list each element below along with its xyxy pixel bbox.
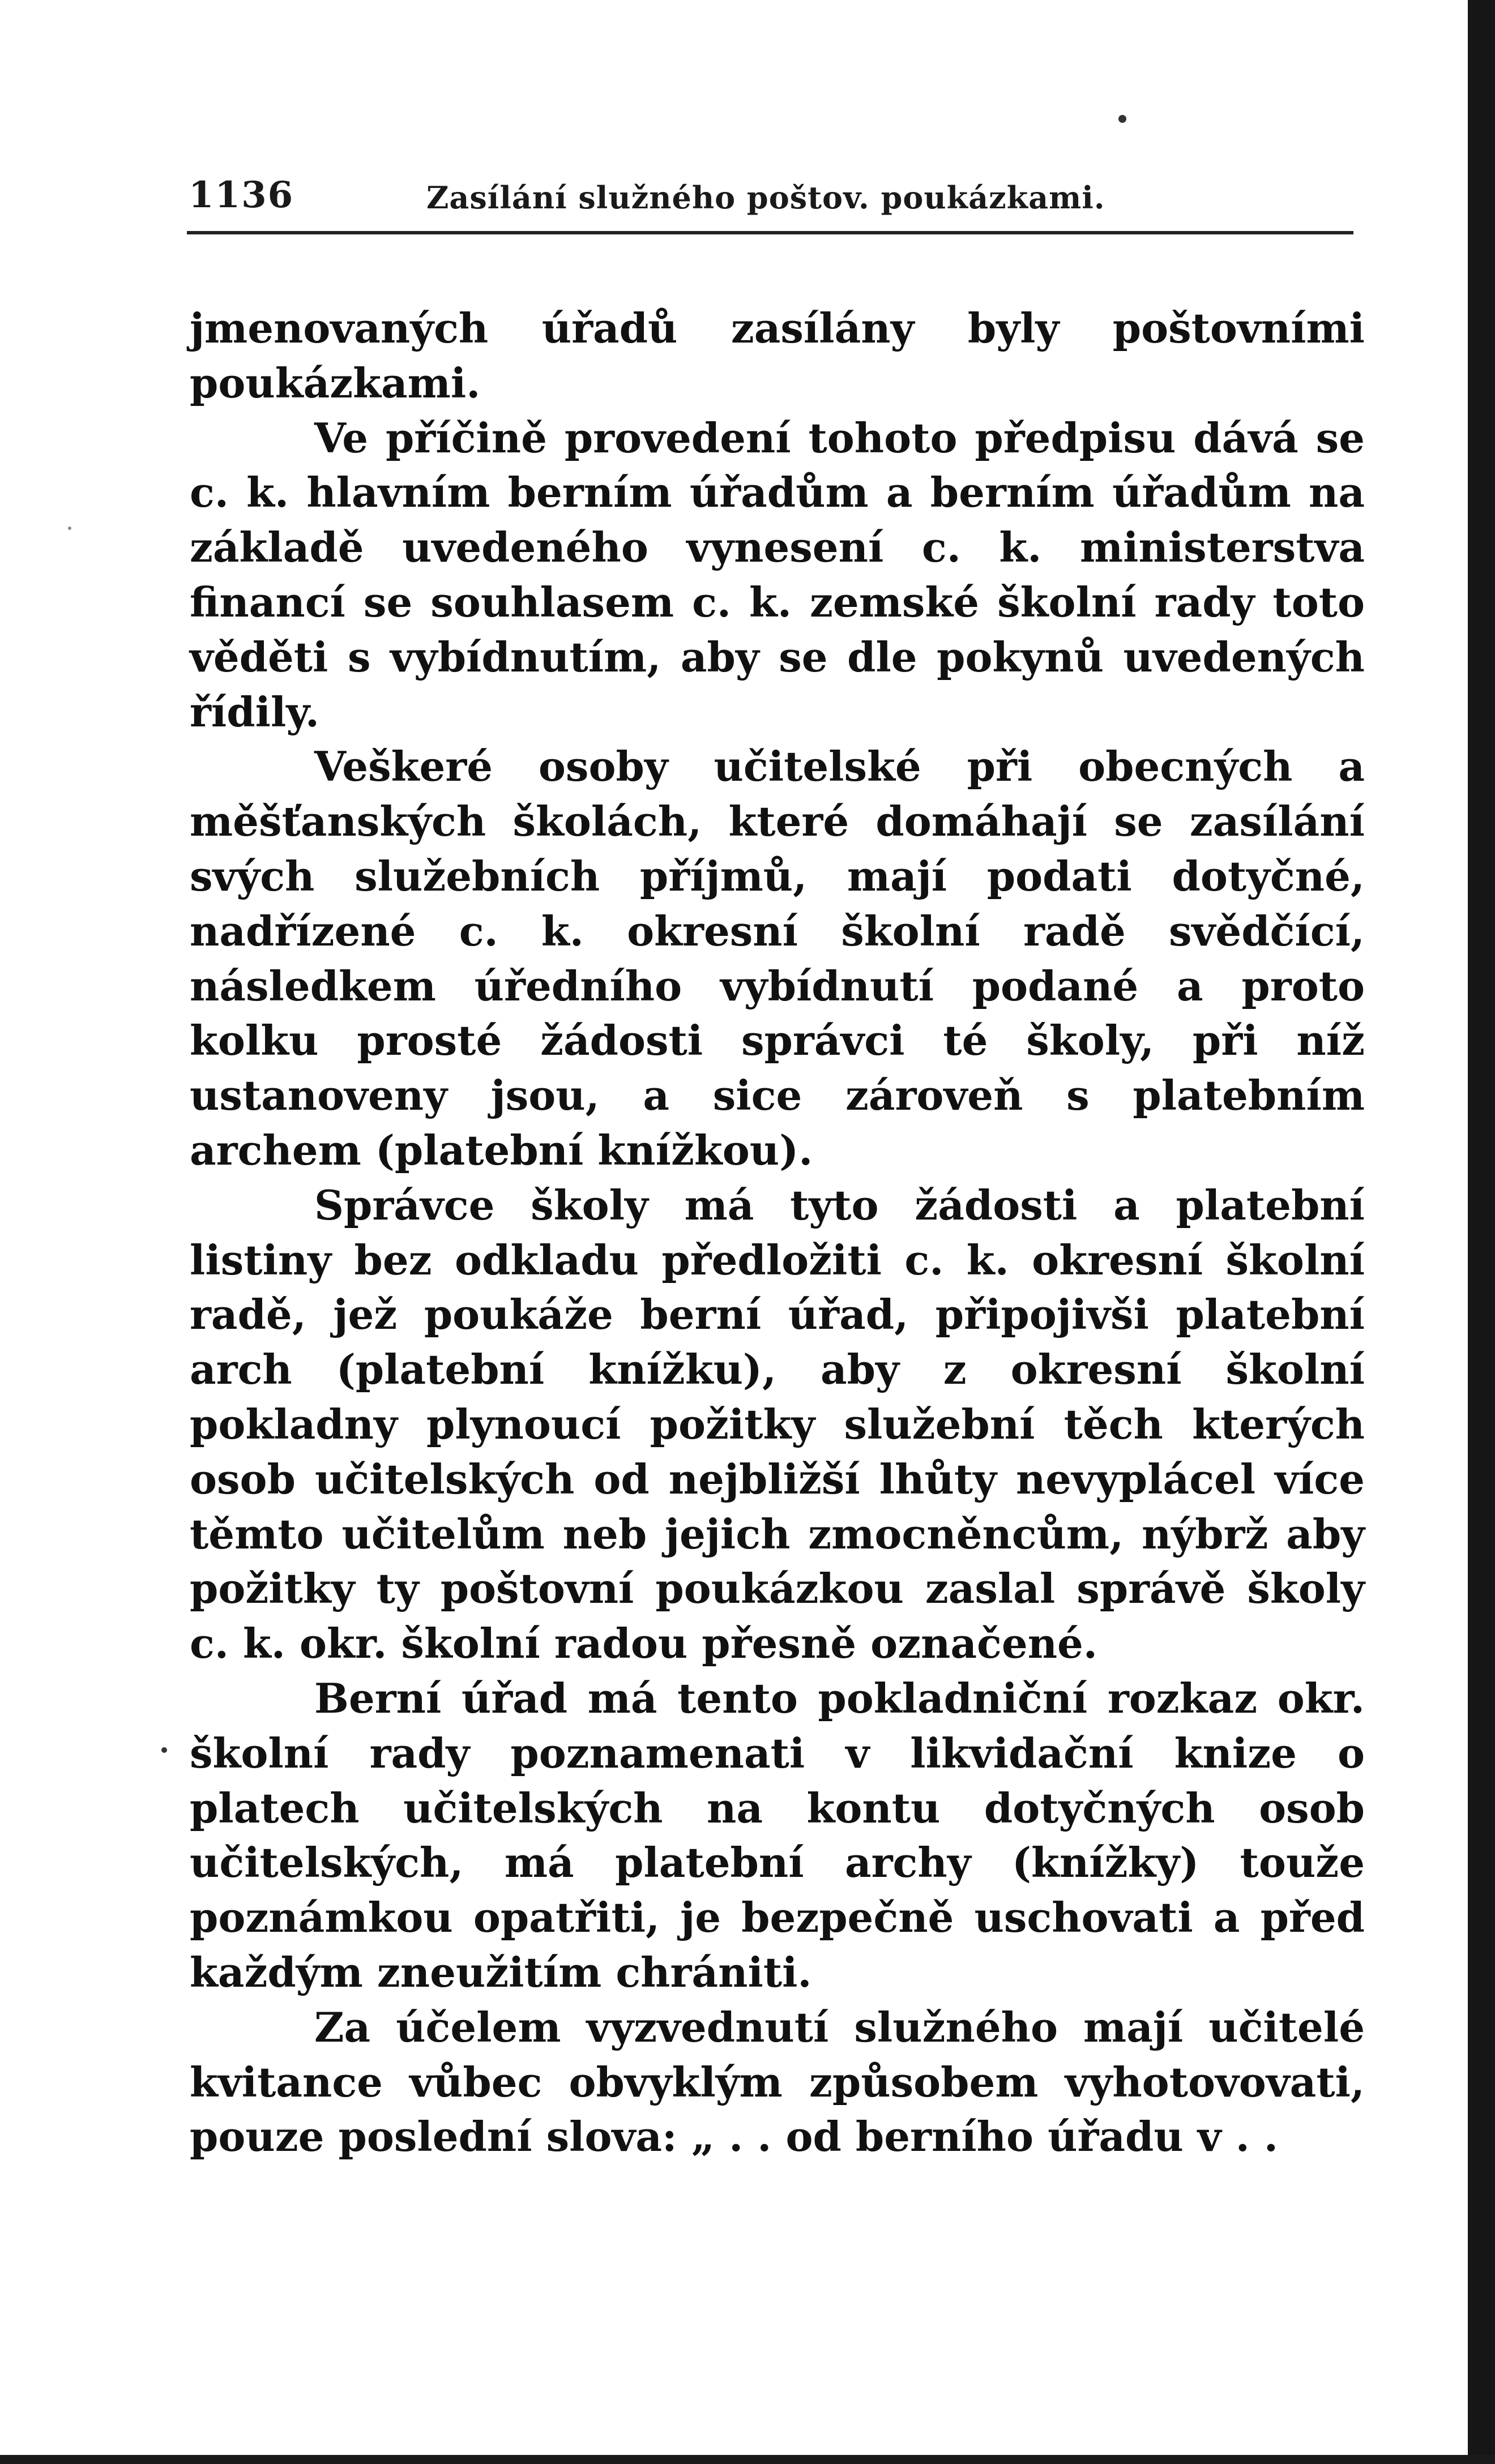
ink-speck	[68, 527, 71, 530]
paragraph-6: Za účelem vyzvednutí služného mají učitelé kvitance vůbec obvyklým způsobem vyhotovovati, pouze poslední slova: „ . . od berního úřadu v . .	[190, 2003, 1365, 2161]
paragraph-1: jmenovaných úřadů zasílány byly poštovními poukázkami.	[190, 304, 1365, 407]
paragraph-3: Veškeré osoby učitelské při obecných a měšťanských školách, které domáhají se zasílání svých služebních příjmů, mají podati dotyčné, nadřízené c. k. okresní školní radě svědčící, následkem úředního vybídnutí podané a proto kolku prosté žádosti správci té školy, při níž ustanoveny jsou, a sice zároveň s platebním archem (platební knížkou).	[190, 742, 1365, 1174]
running-title: Zasílání služného poštov. poukázkami.	[426, 179, 1105, 216]
scan-border-bottom	[0, 2455, 1495, 2464]
page-number: 1136	[189, 174, 294, 216]
header-rule	[187, 231, 1353, 234]
paragraph-5: Berní úřad má tento pokladniční rozkaz okr. školní rady poznamenati v likvidační knize o platech učitelských na kontu dotyčných osob učitelských, má platební archy (knížky) touže poznámkou opatřiti, je bezpečně uschovati a před každým zneužitím chrániti.	[190, 1674, 1365, 1996]
paragraph-2: Ve příčině provedení tohoto předpisu dává se c. k. hlavním berním úřadům a berním úřadům na základě uvedeného vynesení c. k. ministerstva financí se souhlasem c. k. zemské školní rady toto věděti s vybídnutím, aby se dle pokynů uvedených řídily.	[190, 413, 1365, 736]
page-header	[189, 172, 1355, 223]
scan-border-right	[1468, 0, 1495, 2464]
body-text	[190, 301, 1365, 2164]
paragraph-4: Správce školy má tyto žádosti a platební listiny bez odkladu předložiti c. k. okresní školní radě, jež poukáže berní úřad, připojivši platební arch (platební knížku), aby z okresní školní pokladny plynoucí požitky služební těch kterých osob učitelských od nejbližší lhůty nevyplácel více těmto učitelům neb jejich zmocněncům, nýbrž aby požitky ty poštovní poukázkou zaslal správě školy c. k. okr. školní radou přesně označené.	[190, 1180, 1365, 1668]
ink-speck	[161, 1747, 167, 1753]
ink-speck	[1118, 115, 1126, 123]
